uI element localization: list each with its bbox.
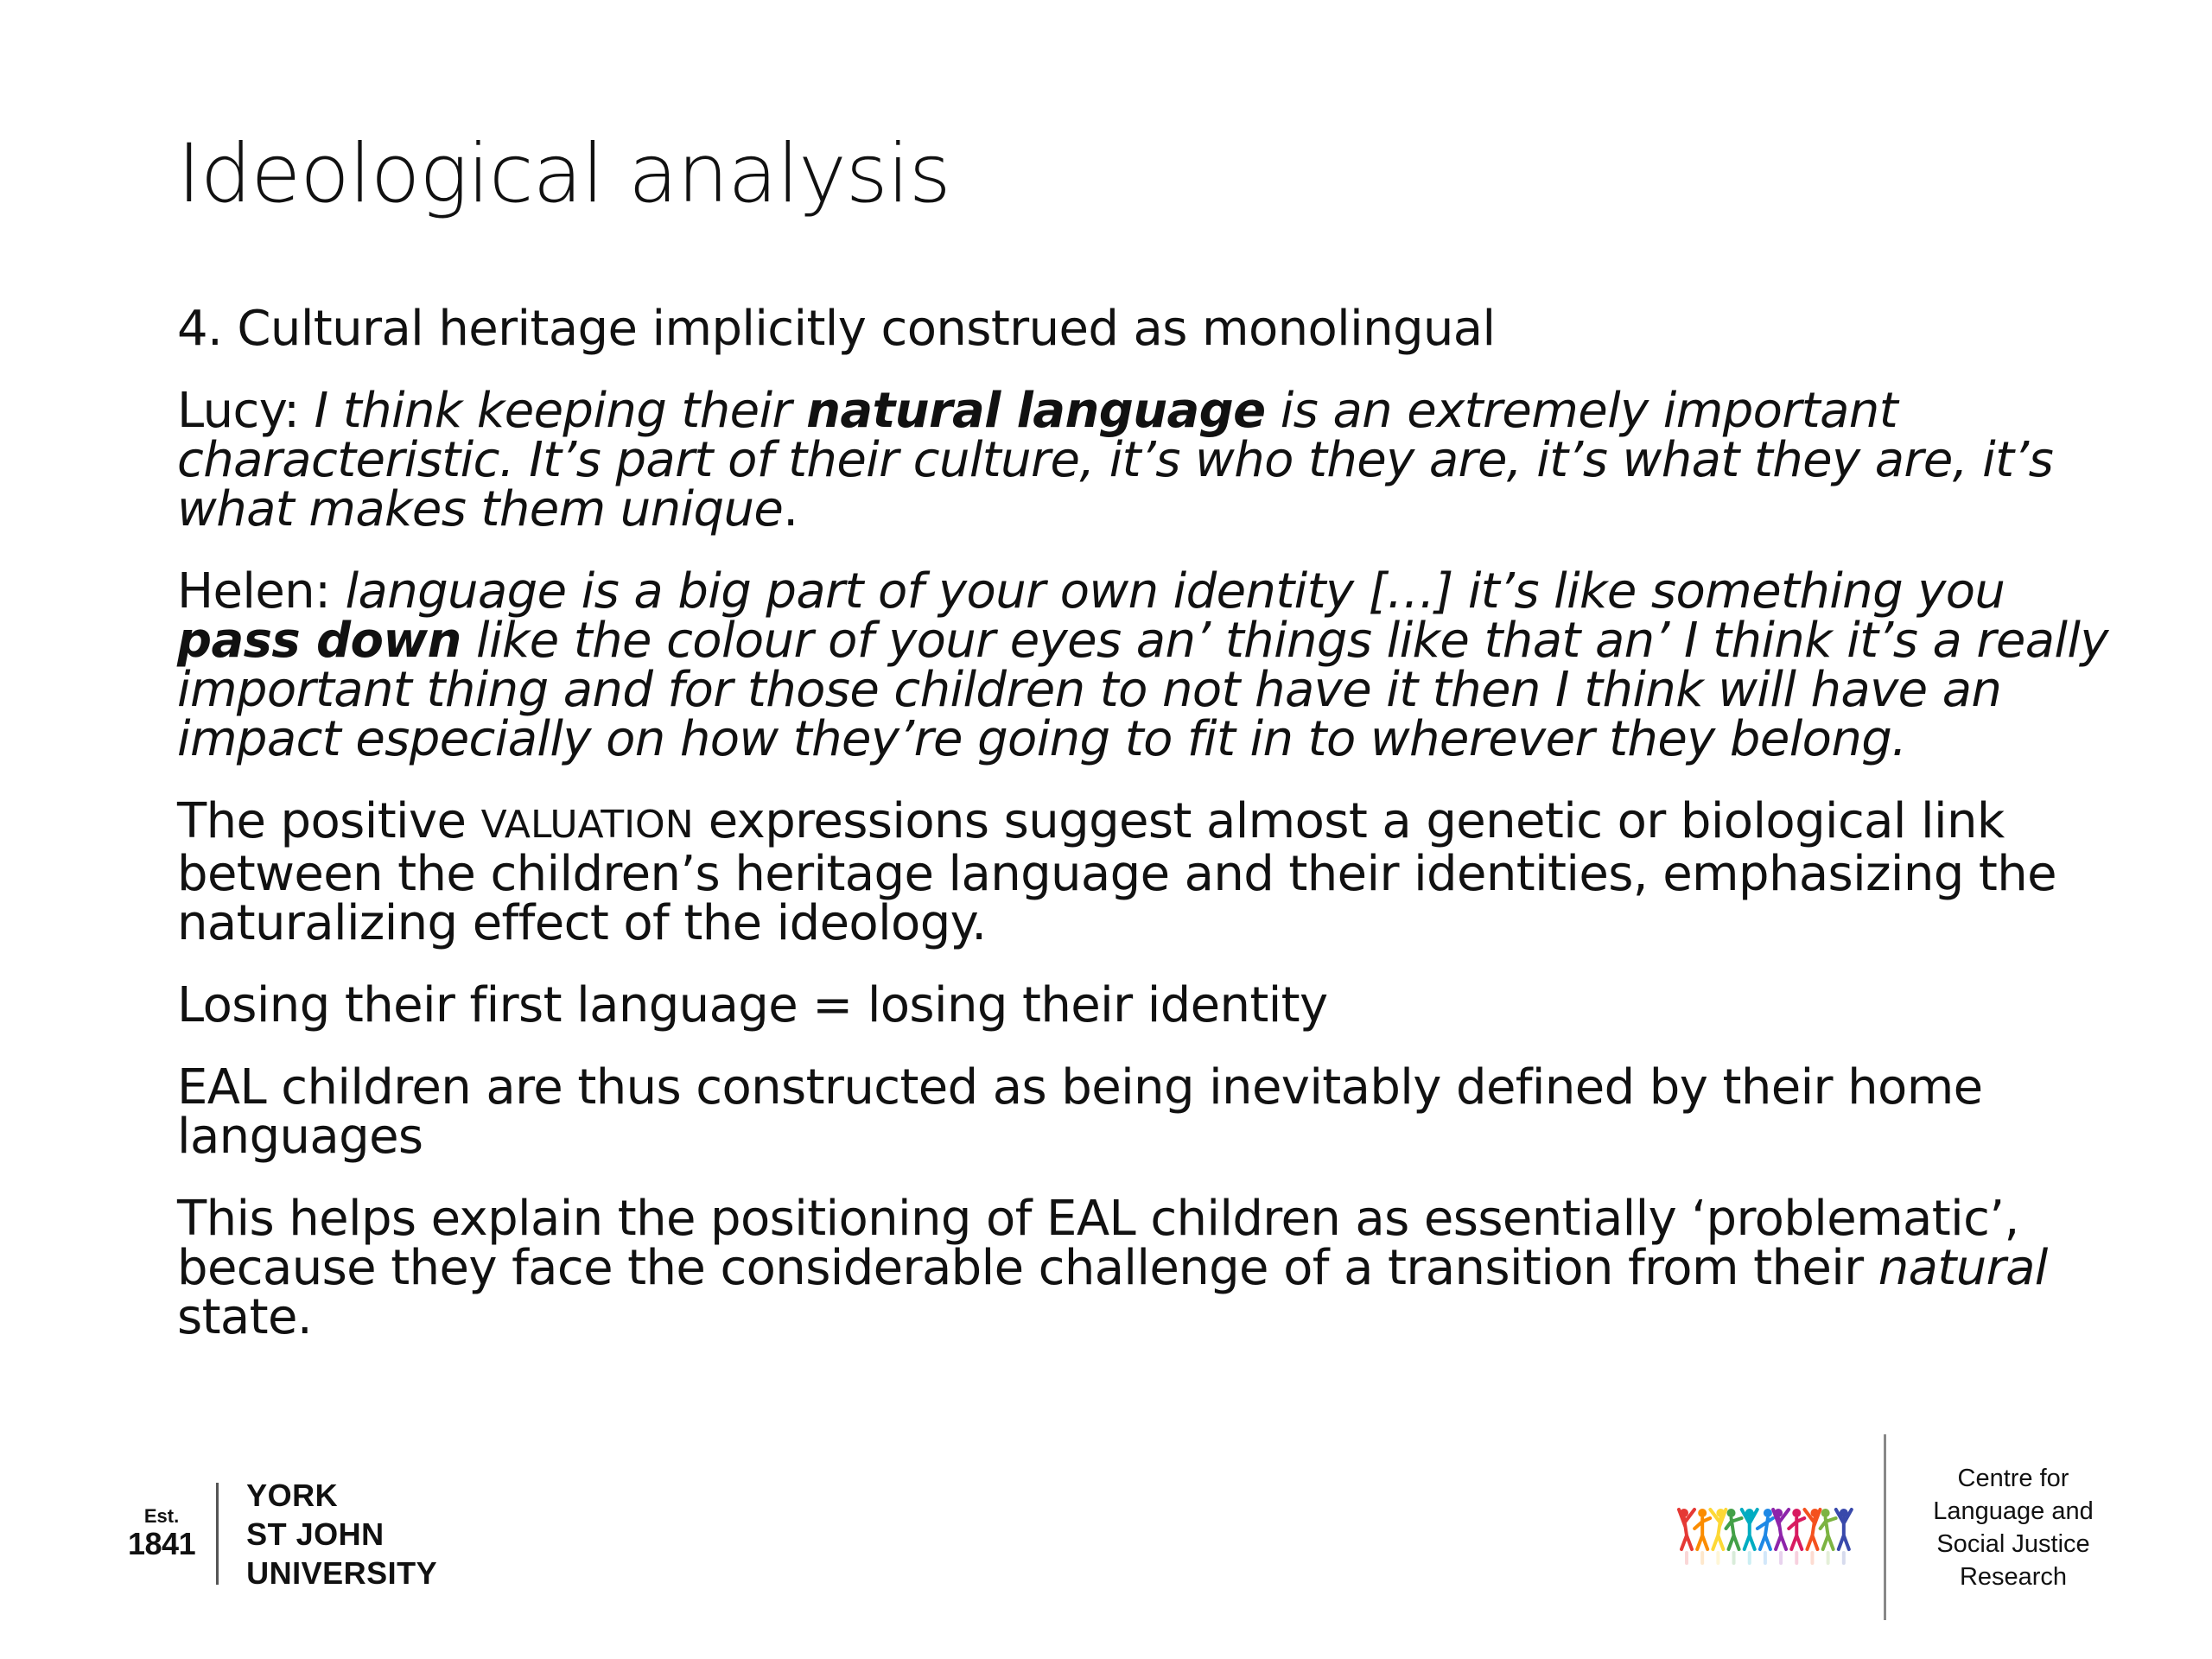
person-figure-icon <box>1773 1509 1789 1563</box>
speaker-lucy: Lucy: <box>177 383 315 439</box>
university-name-line2: ST JOHN <box>246 1516 385 1552</box>
centre-name-line1: Centre for <box>1957 1464 2069 1492</box>
lucy-quote <box>177 383 2113 537</box>
established-block <box>128 1506 216 1561</box>
centre-name-line2: Language and <box>1933 1497 2094 1525</box>
valuation-pre: The positive <box>177 793 481 849</box>
person-figure-icon <box>1710 1509 1726 1563</box>
helen-quote-part2: like the colour of your eyes an’ things like that an’ I think it’s a really important thing and for those children to not have it then I think will have an impact especially on how they’re going to fit in to wherever they belong. <box>177 613 2108 767</box>
speaker-helen: Helen: <box>177 563 346 620</box>
person-figure-icon <box>1742 1509 1758 1563</box>
eal-paragraph: EAL children are thus constructed as being inevitably defined by their home languages <box>177 1059 1983 1165</box>
problematic-post: state. <box>177 1289 313 1345</box>
centre-name-line4: Research <box>1959 1562 2068 1591</box>
valuation-paragraph <box>177 793 2113 951</box>
lucy-quote-part2: is an extremely important characteristic. It’s part of their culture, it’s who they are, it’s what they are, it’s what makes them unique <box>177 383 2054 537</box>
est-year: 1841 <box>128 1526 196 1561</box>
slide-body <box>177 301 2113 1375</box>
point-heading: 4. Cultural heritage implicitly construed as monolingual <box>177 301 1496 357</box>
valuation-post: expressions suggest almost a genetic or biological link between the children’s heritage language and their identities, emphasizing the naturalizing effect of the ideology. <box>177 793 2056 951</box>
person-figure-icon <box>1804 1509 1820 1563</box>
lucy-quote-part1: I think keeping their <box>314 383 807 439</box>
person-figure-icon <box>1821 1509 1836 1563</box>
person-figure-icon <box>1694 1509 1710 1563</box>
problematic-pre: This helps explain the positioning of EAL children as essentially ‘problematic’, because they face the considerable challenge of a transition from their <box>177 1191 2019 1296</box>
people-figures-icon <box>1676 1480 1866 1575</box>
problematic-italic: natural <box>1878 1240 2048 1296</box>
centre-name <box>1886 1462 2130 1593</box>
person-figure-icon <box>1758 1509 1773 1563</box>
person-figure-icon <box>1726 1509 1742 1563</box>
university-name-line1: YORK <box>246 1477 339 1513</box>
person-figure-icon <box>1679 1509 1694 1563</box>
slide-title: Ideological analysis <box>177 127 950 221</box>
helen-quote-emphasis: pass down <box>177 613 461 669</box>
university-logo <box>128 1469 437 1599</box>
helen-quote <box>177 563 2113 767</box>
person-figure-icon <box>1789 1509 1804 1563</box>
centre-logo <box>1676 1434 2130 1620</box>
problematic-paragraph <box>177 1191 2113 1345</box>
est-label: Est. <box>143 1505 180 1527</box>
lucy-quote-end: . <box>783 481 798 537</box>
helen-quote-part1: language is a big part of your own identity […] it’s like something you <box>345 563 2005 620</box>
losing-identity-line: Losing their first language = losing their identity <box>177 977 1328 1033</box>
centre-name-line3: Social Justice <box>1936 1529 2090 1558</box>
university-name <box>219 1476 437 1592</box>
university-name-line3: UNIVERSITY <box>246 1554 438 1591</box>
valuation-term: VALUATION <box>480 803 694 847</box>
person-figure-icon <box>1836 1509 1852 1563</box>
lucy-quote-emphasis: natural language <box>806 383 1266 439</box>
